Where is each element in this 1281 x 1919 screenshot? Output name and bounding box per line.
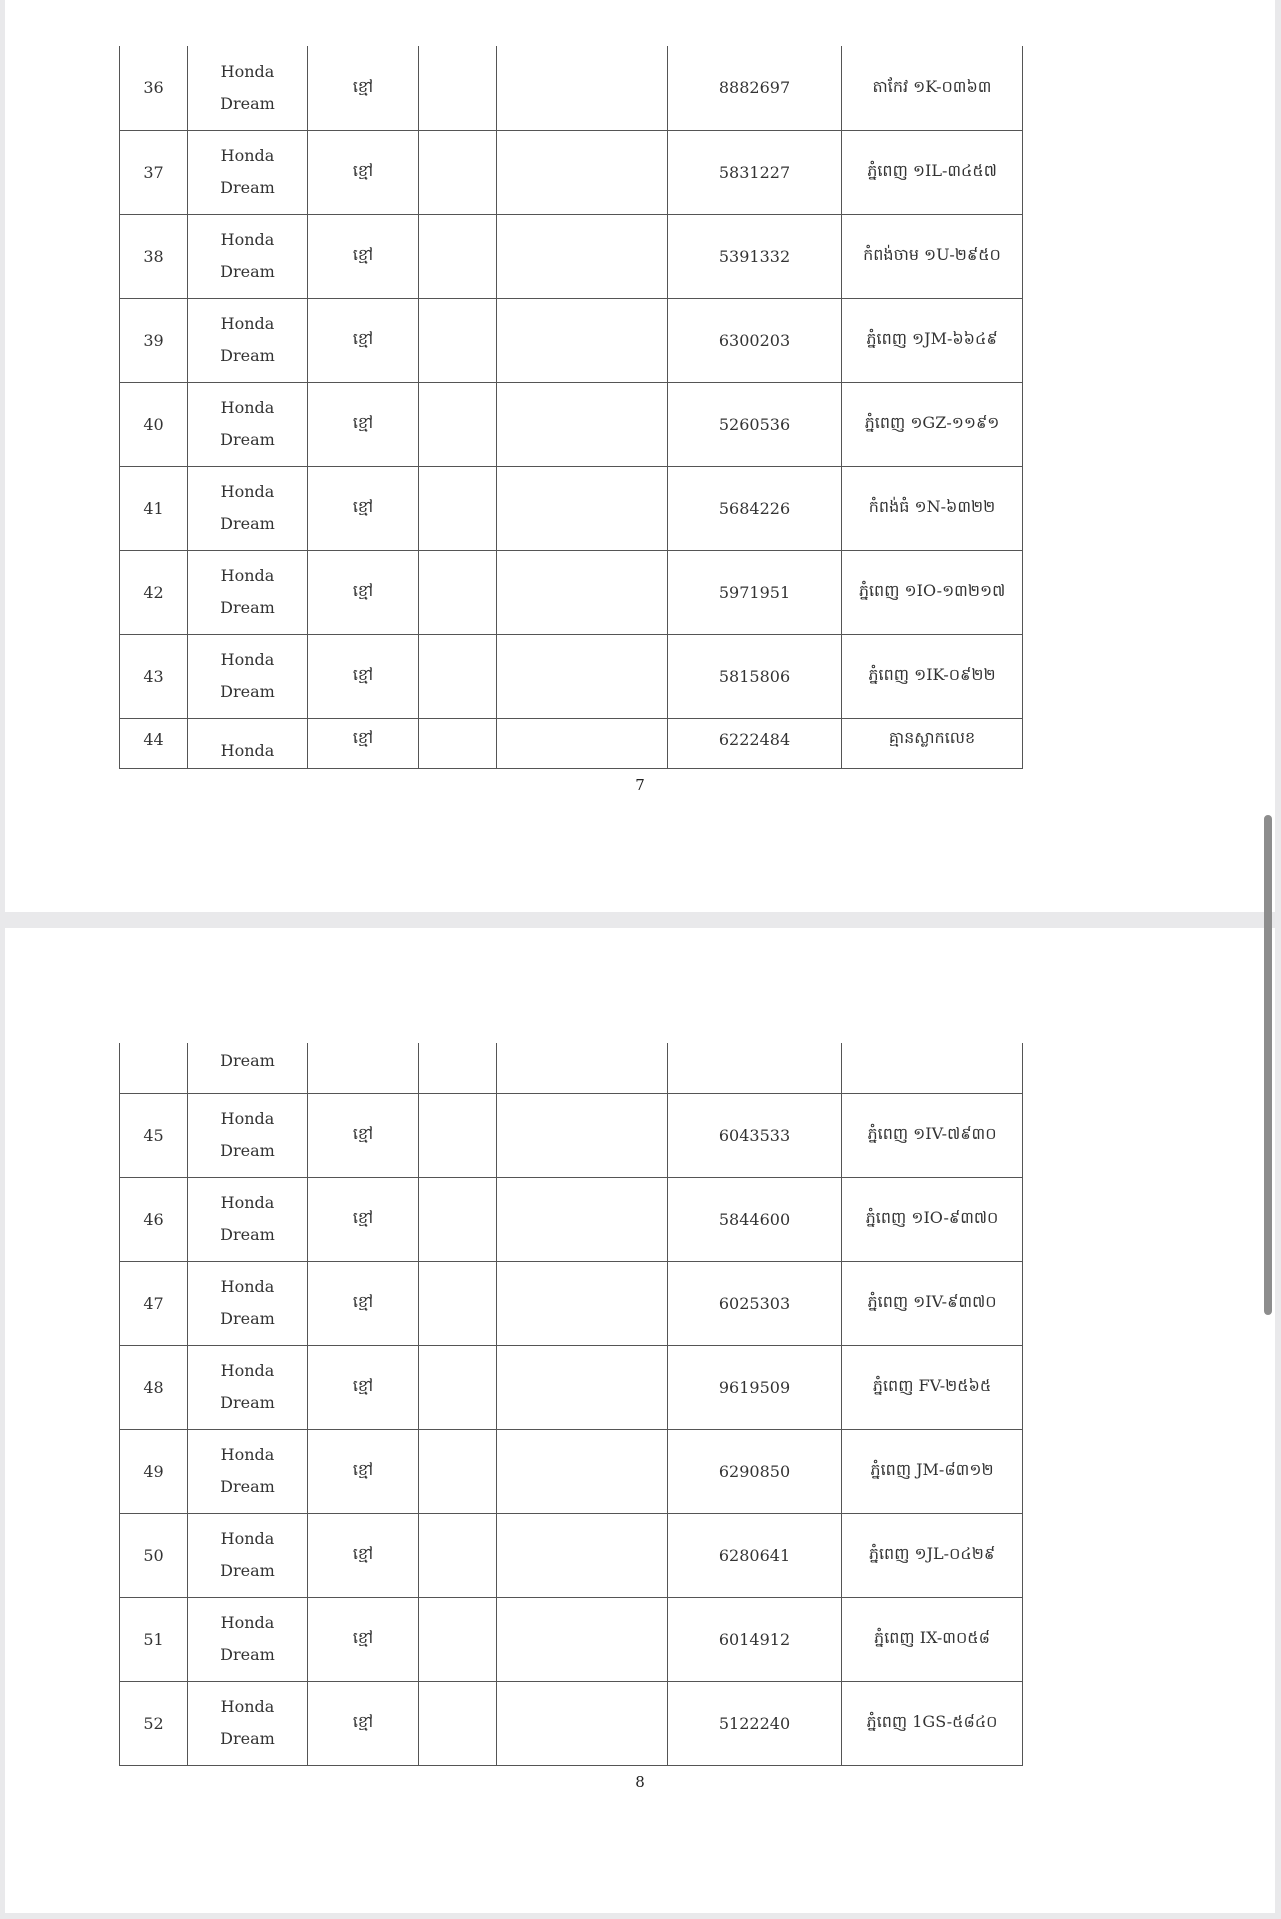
color-cell: ខ្មៅ [308, 466, 419, 550]
table-row [120, 46, 1023, 130]
document-page-7 [5, 0, 1275, 912]
table-row [120, 1681, 1023, 1765]
plate-cell: កំពង់ធំ ១N-៦៣២២ [842, 466, 1023, 550]
engine-number-cell: 6280641 [668, 1513, 842, 1597]
empty-cell [419, 130, 497, 214]
brand-text: Honda [220, 1529, 275, 1548]
row-number: 43 [120, 634, 188, 718]
table-row [120, 718, 1023, 768]
row-number: 38 [120, 214, 188, 298]
engine-number-cell: 6025303 [668, 1261, 842, 1345]
model-cell [188, 550, 308, 634]
plate-cell: ភ្នំពេញ 1GS-៥៨៤០ [842, 1681, 1023, 1765]
brand-text: Honda [220, 398, 275, 417]
plate-cell [842, 718, 1023, 768]
model-text: Dream [220, 430, 275, 449]
engine-number-cell: 5391332 [668, 214, 842, 298]
model-text: Dream [220, 93, 275, 113]
brand-text: Honda [220, 650, 275, 669]
model-cell [188, 1429, 308, 1513]
brand-text: Honda [220, 1277, 275, 1296]
empty-cell [419, 550, 497, 634]
plate-text: គ្មានស្លាកលេខ [888, 728, 976, 747]
row-number: 47 [120, 1261, 188, 1345]
plate-cell: ភ្នំពេញ ១IK-០៩២២ [842, 634, 1023, 718]
engine-number-cell: 5971951 [668, 550, 842, 634]
engine-number-cell [668, 718, 842, 768]
vehicle-table-page-8 [119, 1043, 1023, 1766]
plate-cell: តាកែវ ១K-០៣៦៣ [842, 46, 1023, 130]
color-cell: ខ្មៅ [308, 1429, 419, 1513]
color-cell: ខ្មៅ [308, 1093, 419, 1177]
vertical-scrollbar[interactable] [1264, 815, 1272, 1315]
table-row [120, 1093, 1023, 1177]
empty-cell [419, 1597, 497, 1681]
brand-text: Honda [220, 1445, 275, 1464]
plate-cell: ភ្នំពេញ ១IL-៣៤៥៧ [842, 130, 1023, 214]
empty-cell [419, 466, 497, 550]
row-number: 40 [120, 382, 188, 466]
empty-cell [497, 214, 668, 298]
engine-number-cell: 6014912 [668, 1597, 842, 1681]
empty-cell [419, 1261, 497, 1345]
empty-cell [497, 466, 668, 550]
row-number-text: 44 [143, 729, 164, 749]
model-cell [188, 1681, 308, 1765]
empty-cell [419, 1177, 497, 1261]
plate-cell: ភ្នំពេញ ១GZ-១១៩១ [842, 382, 1023, 466]
table-row [120, 1345, 1023, 1429]
plate-cell: កំពង់ចាម ១U-២៩៥០ [842, 214, 1023, 298]
row-number [120, 1043, 188, 1093]
plate-cell: ភ្នំពេញ FV-២៥៦៥ [842, 1345, 1023, 1429]
engine-number-cell [668, 1043, 842, 1093]
table-row [120, 130, 1023, 214]
empty-cell [497, 1681, 668, 1765]
empty-cell [419, 1681, 497, 1765]
empty-cell [419, 1093, 497, 1177]
empty-cell [419, 718, 497, 768]
engine-number-cell: 8882697 [668, 46, 842, 130]
row-number: 36 [120, 46, 188, 130]
empty-cell [419, 1429, 497, 1513]
color-cell: ខ្មៅ [308, 634, 419, 718]
brand-text: Honda [220, 314, 275, 333]
engine-number-cell: 5684226 [668, 466, 842, 550]
empty-cell [497, 382, 668, 466]
color-cell: ខ្មៅ [308, 382, 419, 466]
color-cell: ខ្មៅ [308, 1597, 419, 1681]
row-number: 46 [120, 1177, 188, 1261]
empty-cell [419, 46, 497, 130]
table-row [120, 1177, 1023, 1261]
row-number: 50 [120, 1513, 188, 1597]
color-cell: ខ្មៅ [308, 1261, 419, 1345]
model-text: Dream [220, 178, 275, 197]
engine-number-cell: 9619509 [668, 1345, 842, 1429]
model-text: Dream [220, 1309, 275, 1328]
color-text: ខ្មៅ [352, 728, 374, 747]
engine-number-cell: 5831227 [668, 130, 842, 214]
brand-text: Honda [220, 61, 275, 81]
engine-number-cell: 5844600 [668, 1177, 842, 1261]
empty-cell [497, 1345, 668, 1429]
plate-cell: ភ្នំពេញ ១IV-៩៣៧០ [842, 1261, 1023, 1345]
engine-number-cell: 5122240 [668, 1681, 842, 1765]
plate-cell: ភ្នំពេញ ១IO-៩៣៧០ [842, 1177, 1023, 1261]
color-cell: ខ្មៅ [308, 1345, 419, 1429]
color-cell: ខ្មៅ [308, 130, 419, 214]
model-text: Dream [220, 1393, 275, 1412]
table-row [120, 1429, 1023, 1513]
color-cell [308, 1043, 419, 1093]
brand-text: Honda [220, 1613, 275, 1632]
table-row [120, 298, 1023, 382]
model-cell [188, 382, 308, 466]
brand-text: Honda [220, 482, 275, 501]
color-cell: ខ្មៅ [308, 1177, 419, 1261]
model-text: Dream [220, 1729, 275, 1748]
empty-cell [497, 1429, 668, 1513]
engine-number-cell: 6043533 [668, 1093, 842, 1177]
table-row [120, 214, 1023, 298]
model-text: Dream [220, 514, 275, 533]
model-text: Dream [220, 1225, 275, 1244]
empty-cell [497, 1261, 668, 1345]
model-text: Dream [220, 1645, 275, 1664]
model-cell [188, 718, 308, 768]
empty-cell [497, 1043, 668, 1093]
brand-text: Honda [220, 230, 275, 249]
model-text: Dream [220, 1561, 275, 1580]
model-text: Dream [220, 1477, 275, 1496]
color-cell: ខ្មៅ [308, 1513, 419, 1597]
empty-cell [497, 46, 668, 130]
brand-text: Honda [220, 1109, 275, 1128]
model-text: Dream [220, 682, 275, 701]
brand-text: Honda [220, 566, 275, 585]
plate-cell: ភ្នំពេញ ១IO-១៣២១៧ [842, 550, 1023, 634]
row-number [120, 718, 188, 768]
table-row [120, 1513, 1023, 1597]
row-number: 51 [120, 1597, 188, 1681]
empty-cell [419, 1043, 497, 1093]
row-number: 42 [120, 550, 188, 634]
row-number: 45 [120, 1093, 188, 1177]
plate-cell: ភ្នំពេញ ១JL-០៤២៩ [842, 1513, 1023, 1597]
color-cell: ខ្មៅ [308, 1681, 419, 1765]
document-page-8 [5, 928, 1275, 1913]
model-cell [188, 298, 308, 382]
vehicle-table-page-7 [119, 46, 1023, 769]
empty-cell [419, 214, 497, 298]
color-cell: ខ្មៅ [308, 46, 419, 130]
empty-cell [497, 1513, 668, 1597]
model-cell [188, 1261, 308, 1345]
empty-cell [497, 1093, 668, 1177]
empty-cell [497, 298, 668, 382]
table-row [120, 466, 1023, 550]
table-row [120, 1597, 1023, 1681]
empty-cell [419, 634, 497, 718]
model-cell [188, 214, 308, 298]
table-row-continued [120, 1043, 1023, 1093]
brand-text: Honda [220, 740, 275, 760]
model-cell [188, 1177, 308, 1261]
model-cell [188, 1345, 308, 1429]
table-row [120, 382, 1023, 466]
empty-cell [497, 130, 668, 214]
engine-number-cell: 5260536 [668, 382, 842, 466]
row-number: 41 [120, 466, 188, 550]
row-number: 52 [120, 1681, 188, 1765]
row-number: 37 [120, 130, 188, 214]
row-number: 48 [120, 1345, 188, 1429]
plate-cell: ភ្នំពេញ ១JM-៦៦៤៩ [842, 298, 1023, 382]
brand-text: Honda [220, 1193, 275, 1212]
color-cell [308, 718, 419, 768]
empty-cell [419, 382, 497, 466]
model-cell [188, 1093, 308, 1177]
empty-cell [419, 1513, 497, 1597]
engine-number-cell: 6300203 [668, 298, 842, 382]
brand-text: Honda [220, 1697, 275, 1716]
engine-number-cell: 6290850 [668, 1429, 842, 1513]
empty-cell [497, 1177, 668, 1261]
model-text: Dream [220, 1141, 275, 1160]
empty-cell [419, 1345, 497, 1429]
empty-cell [497, 718, 668, 768]
brand-text: Honda [220, 1361, 275, 1380]
model-text: Dream [220, 598, 275, 617]
row-number: 39 [120, 298, 188, 382]
model-cell [188, 1513, 308, 1597]
model-text: Dream [220, 346, 275, 365]
engine-number-text: 6222484 [718, 729, 791, 749]
table-row [120, 550, 1023, 634]
table-row [120, 1261, 1023, 1345]
page-number: 7 [635, 776, 645, 794]
color-cell: ខ្មៅ [308, 550, 419, 634]
empty-cell [497, 550, 668, 634]
plate-cell: ភ្នំពេញ ១IV-៧៩៣០ [842, 1093, 1023, 1177]
empty-cell [419, 298, 497, 382]
model-cell [188, 634, 308, 718]
model-cell [188, 130, 308, 214]
color-cell: ខ្មៅ [308, 298, 419, 382]
empty-cell [497, 634, 668, 718]
plate-cell [842, 1043, 1023, 1093]
brand-text: Honda [220, 146, 275, 165]
model-text: Dream [220, 1051, 275, 1071]
table-row [120, 634, 1023, 718]
empty-cell [497, 1597, 668, 1681]
model-cell [188, 46, 308, 130]
model-cell [188, 466, 308, 550]
model-cell [188, 1043, 308, 1093]
model-cell [188, 1597, 308, 1681]
plate-cell: ភ្នំពេញ JM-៨៣១២ [842, 1429, 1023, 1513]
model-text: Dream [220, 262, 275, 281]
page-number: 8 [635, 1773, 645, 1791]
engine-number-cell: 5815806 [668, 634, 842, 718]
plate-cell: ភ្នំពេញ IX-៣០៥៨ [842, 1597, 1023, 1681]
color-cell: ខ្មៅ [308, 214, 419, 298]
row-number: 49 [120, 1429, 188, 1513]
